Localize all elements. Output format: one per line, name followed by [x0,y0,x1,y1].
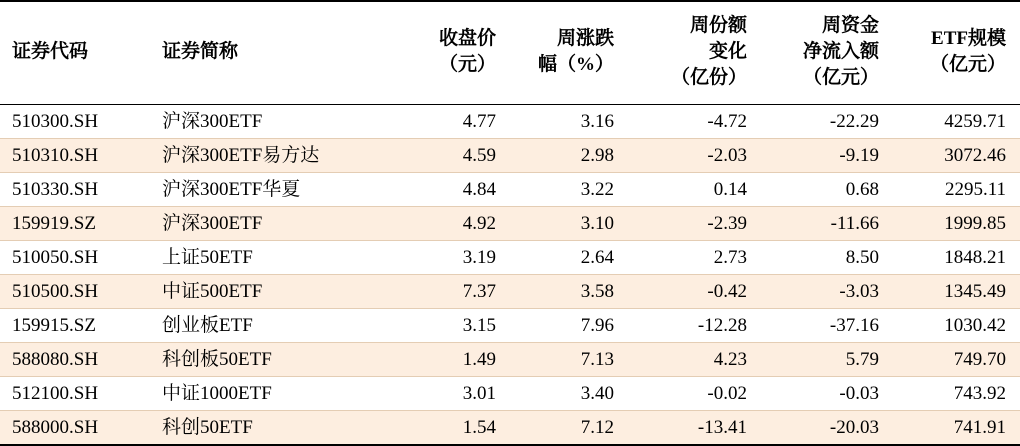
cell-net-inflow: -37.16 [761,309,893,343]
cell-security-name: 沪深300ETF [150,207,390,241]
cell-close-price: 4.84 [390,173,510,207]
cell-share-change: -0.02 [628,377,761,411]
cell-etf-scale: 1999.85 [893,207,1020,241]
cell-weekly-change: 3.40 [510,377,628,411]
cell-share-change: -0.42 [628,275,761,309]
cell-security-code: 510310.SH [0,139,150,173]
column-header-4 [510,1,628,105]
cell-share-change: 0.14 [628,173,761,207]
cell-etf-scale: 3072.46 [893,139,1020,173]
cell-close-price: 7.37 [390,275,510,309]
cell-share-change: 4.23 [628,343,761,377]
cell-security-name: 科创板50ETF [150,343,390,377]
cell-net-inflow: -3.03 [761,275,893,309]
cell-share-change: -2.03 [628,139,761,173]
cell-close-price: 1.49 [390,343,510,377]
column-header-6 [761,1,893,105]
column-header-line: 变化 [708,41,747,62]
column-header-3 [390,1,510,105]
cell-weekly-change: 3.58 [510,275,628,309]
cell-close-price: 3.15 [390,309,510,343]
table-row [0,105,1020,139]
column-header-1 [0,1,150,105]
column-header-2 [150,1,390,105]
cell-close-price: 3.01 [390,377,510,411]
cell-security-name: 沪深300ETF华夏 [150,173,390,207]
cell-net-inflow: -9.19 [761,139,893,173]
table-row [0,309,1020,343]
cell-close-price: 1.54 [390,411,510,446]
table-row [0,411,1020,446]
cell-security-name: 沪深300ETF易方达 [150,139,390,173]
cell-etf-scale: 743.92 [893,377,1020,411]
cell-net-inflow: 8.50 [761,241,893,275]
table-row [0,241,1020,275]
table-row [0,139,1020,173]
column-header-line: （亿元） [802,67,879,88]
column-header-line: 幅（%） [537,54,614,75]
cell-etf-scale: 4259.71 [893,105,1020,139]
column-header-line: 证券代码 [12,41,89,62]
cell-security-code: 510500.SH [0,275,150,309]
cell-security-code: 588000.SH [0,411,150,446]
column-header-line: （元） [438,54,496,75]
cell-share-change: -12.28 [628,309,761,343]
cell-security-name: 科创50ETF [150,411,390,446]
cell-weekly-change: 2.98 [510,139,628,173]
cell-weekly-change: 3.16 [510,105,628,139]
column-header-line: （亿元） [929,54,1006,75]
cell-etf-scale: 741.91 [893,411,1020,446]
column-header-line: 周涨跌 [556,28,614,49]
cell-net-inflow: -22.29 [761,105,893,139]
column-header-line: 净流入额 [802,41,879,62]
cell-etf-scale: 1848.21 [893,241,1020,275]
cell-security-code: 159915.SZ [0,309,150,343]
column-header-5 [628,1,761,105]
cell-security-code: 512100.SH [0,377,150,411]
cell-net-inflow: 5.79 [761,343,893,377]
table-row [0,173,1020,207]
table-header [0,1,1020,105]
cell-share-change: -2.39 [628,207,761,241]
column-header-7 [893,1,1020,105]
table-row [0,275,1020,309]
cell-net-inflow: -20.03 [761,411,893,446]
table-body [0,105,1020,446]
cell-etf-scale: 749.70 [893,343,1020,377]
column-header-line: 收盘价 [438,28,496,49]
cell-etf-scale: 2295.11 [893,173,1020,207]
cell-close-price: 3.19 [390,241,510,275]
cell-security-name: 创业板ETF [150,309,390,343]
column-header-line: ETF规模 [931,28,1006,49]
cell-security-name: 上证50ETF [150,241,390,275]
cell-weekly-change: 2.64 [510,241,628,275]
table-row [0,343,1020,377]
header-row [0,1,1020,105]
cell-security-code: 510330.SH [0,173,150,207]
cell-weekly-change: 3.22 [510,173,628,207]
cell-close-price: 4.77 [390,105,510,139]
cell-etf-scale: 1345.49 [893,275,1020,309]
table-row [0,207,1020,241]
cell-share-change: -13.41 [628,411,761,446]
cell-security-name: 沪深300ETF [150,105,390,139]
cell-net-inflow: -0.03 [761,377,893,411]
cell-share-change: -4.72 [628,105,761,139]
cell-weekly-change: 7.12 [510,411,628,446]
cell-security-code: 510300.SH [0,105,150,139]
cell-weekly-change: 7.13 [510,343,628,377]
cell-net-inflow: -11.66 [761,207,893,241]
cell-close-price: 4.59 [390,139,510,173]
cell-security-code: 510050.SH [0,241,150,275]
cell-weekly-change: 3.10 [510,207,628,241]
table-row [0,377,1020,411]
cell-security-code: 159919.SZ [0,207,150,241]
column-header-line: （亿份） [670,67,747,88]
cell-share-change: 2.73 [628,241,761,275]
cell-security-code: 588080.SH [0,343,150,377]
column-header-line: 周资金 [821,15,879,36]
column-header-line: 证券简称 [162,41,239,62]
cell-weekly-change: 7.96 [510,309,628,343]
cell-close-price: 4.92 [390,207,510,241]
cell-security-name: 中证1000ETF [150,377,390,411]
cell-security-name: 中证500ETF [150,275,390,309]
cell-net-inflow: 0.68 [761,173,893,207]
column-header-line: 周份额 [689,15,747,36]
cell-etf-scale: 1030.42 [893,309,1020,343]
